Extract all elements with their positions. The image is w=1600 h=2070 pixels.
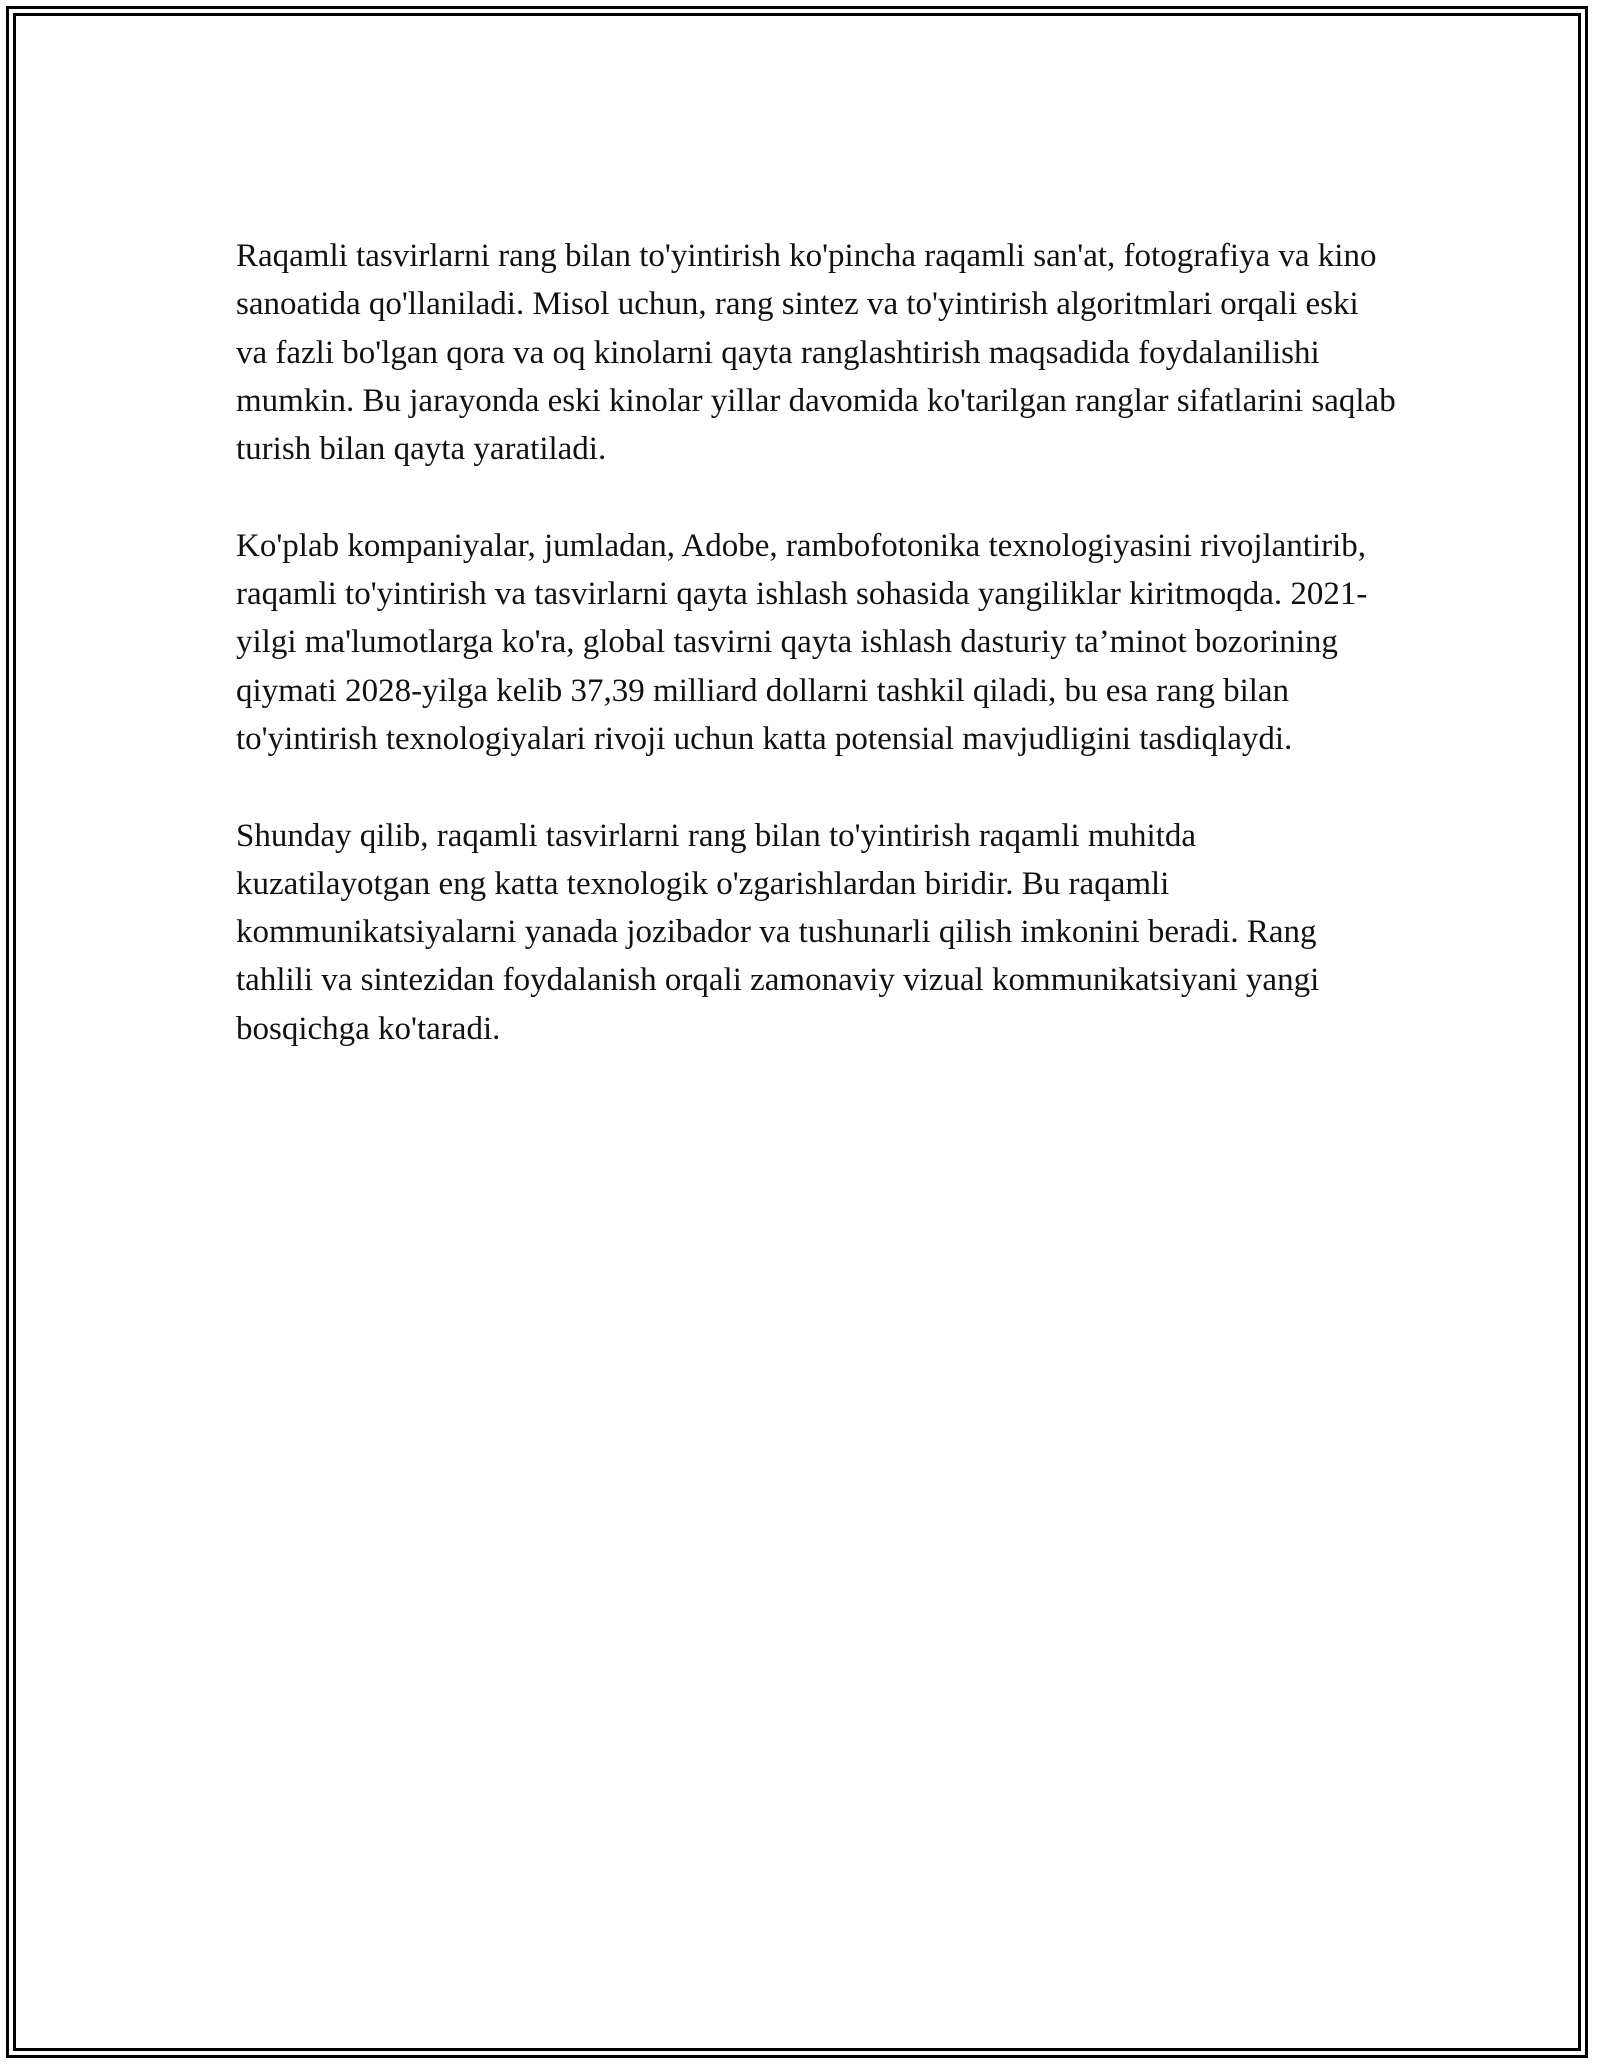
paragraph-2: Ko'plab kompaniyalar, jumladan, Adobe, rambofotonika texnologiyasini rivojlantirib, raqamli to'yintirish va tasvirlarni qayta ishlash sohasida yangiliklar kiritmoqda. 2021-yilgi ma'lumotlarga ko'ra, global tasvirni qayta ishlash dasturiy ta’minot bozorining qiymati 2028-yilga kelib 37,39 milliard dollarni tashkil qiladi, bu esa rang bilan to'yintirish texnologiyalari rivoji uchun katta potensial mavjudligini tasdiqlaydi. [236,527,1368,757]
document-body [236,232,1396,1101]
paragraph-1: Raqamli tasvirlarni rang bilan to'yintirish ko'pincha raqamli san'at, fotografiya va kino sanoatida qo'llaniladi. Misol uchun, rang sintez va to'yintirish algoritmlari orqali eski va fazli bo'lgan qora va oq kinolarni qayta ranglashtirish maqsadida foydalanilishi mumkin. Bu jarayonda eski kinolar yillar davomida ko'tarilgan ranglar sifatlarini saqlab turish bilan qayta yaratiladi. [236,238,1396,468]
paragraph-3: Shunday qilib, raqamli tasvirlarni rang bilan to'yintirish raqamli muhitda kuzatilayotgan eng katta texnologik o'zgarishlardan biridir. Bu raqamli kommunikatsiyalarni yanada jozibador va tushunarli qilish imkonini beradi. Rang tahlili va sintezidan foydalanish orqali zamonaviy vizual kommunikatsiyani yangi bosqichga ko'taradi. [236,817,1320,1047]
